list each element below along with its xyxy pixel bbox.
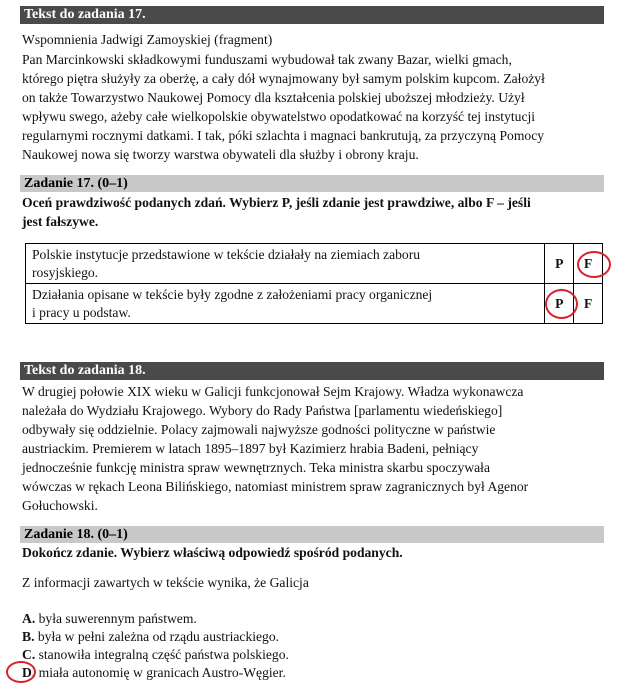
task17-instruction: Oceń prawdziwość podanych zdań. Wybierz P, jeśli zdanie jest prawdziwe, albo F – jeśli — [22, 195, 531, 210]
option-f-cell[interactable] — [574, 244, 603, 284]
true-false-table — [25, 243, 603, 324]
text-line: regularnymi rocznymi datkami. I tak, póki szlachta i magnaci bankrutują, za przyczyną Pomocy — [22, 128, 545, 143]
statement-cell — [26, 244, 545, 284]
text-line: W drugiej połowie XIX wieku w Galicji funkcjonował Sejm Krajowy. Władza wykonawcza — [22, 384, 524, 399]
answer-option-b[interactable] — [22, 628, 279, 646]
text-line: jednocześnie funkcję ministra spraw wewnętrznych. Teka ministra skarbu spoczywała — [22, 460, 490, 475]
text-line: on także Towarzystwo Naukowej Pomocy dla kształcenia polskiej uboższej młodzieży. Użył — [22, 90, 525, 105]
task17-instruction-cont: jest fałszywe. — [22, 214, 99, 229]
statement-text: Polskie instytucje przedstawione w tekście działały na ziemiach zaboru — [32, 247, 421, 262]
option-letter: A. — [22, 611, 36, 626]
text-line: odbywały się oddzielnie. Polacy zajmowali najwyższe godności polityczne w państwie — [22, 422, 496, 437]
option-p-label: P — [555, 295, 564, 311]
option-text: była suwerennym państwem. — [35, 611, 197, 626]
text-line: którego piętra służyły za oberżę, a cały dół wynajmowany był samym polskim kupcom. Założył — [22, 71, 545, 86]
option-p-cell[interactable] — [545, 244, 574, 284]
text-line: Gołuchowski. — [22, 498, 98, 513]
option-f-label: F — [583, 255, 593, 271]
table-row — [26, 244, 603, 284]
option-letter: D. — [22, 665, 36, 680]
text-line: Naukowej nowa się tworzy warstwa obywateli dla służby i obrony kraju. — [22, 147, 419, 162]
task18-stem: Z informacji zawartych w tekście wynika, że Galicja — [22, 575, 309, 590]
option-text: była w pełni zależna od rządu austriackiego. — [34, 629, 280, 644]
text-line: wówczas w rękach Leona Bilińskiego, natomiast ministrem spraw zagranicznych był Agenor — [22, 479, 529, 494]
text-line: wpływu swego, ażeby całe wielkopolskie obywatelstwo opodatkować na korzyść tej instytucji — [22, 109, 536, 124]
text-line: austriackim. Premierem w latach 1895–1897 był Kazimierz hrabia Badeni, pełniący — [22, 441, 479, 456]
task18-instruction: Dokończ zdanie. Wybierz właściwą odpowiedź spośród podanych. — [22, 545, 403, 560]
table-row — [26, 284, 603, 324]
statement-text: rosyjskiego. — [32, 264, 99, 280]
task17-text-title: Wspomnienia Jadwigi Zamoyskiej (fragment) — [22, 32, 273, 47]
option-letter: C. — [22, 647, 36, 662]
task17-header: Zadanie 17. (0–1) — [20, 175, 604, 192]
answer-option-c[interactable] — [22, 646, 289, 664]
option-text: stanowiła integralną część państwa polskiego. — [35, 647, 289, 662]
text-line: należała do Wydziału Krajowego. Wybory do Rady Państwa [parlamentu wiedeńskiego] — [22, 403, 503, 418]
answer-option-a[interactable] — [22, 610, 197, 628]
option-p-label: P — [555, 255, 564, 271]
task17-text-header: Tekst do zadania 17. — [20, 6, 604, 24]
task18-header: Zadanie 18. (0–1) — [20, 526, 604, 543]
option-p-cell[interactable] — [545, 284, 574, 324]
option-letter: B. — [22, 629, 35, 644]
answer-option-d[interactable] — [22, 664, 286, 682]
task18-text-header: Tekst do zadania 18. — [20, 362, 604, 380]
option-text: miała autonomię w granicach Austro-Węgier. — [35, 665, 286, 680]
answer-mark-circle — [577, 251, 611, 278]
statement-cell — [26, 284, 545, 324]
statement-text: Działania opisane w tekście były zgodne z założeniami pracy organicznej — [32, 287, 433, 302]
text-line: Pan Marcinkowski składkowymi funduszami wybudował tak zwany Bazar, wielki gmach, — [22, 52, 512, 67]
statement-text: i pracy u podstaw. — [32, 304, 131, 320]
answer-mark-circle — [6, 661, 36, 683]
option-f-label: F — [583, 295, 593, 311]
option-f-cell[interactable] — [574, 284, 603, 324]
